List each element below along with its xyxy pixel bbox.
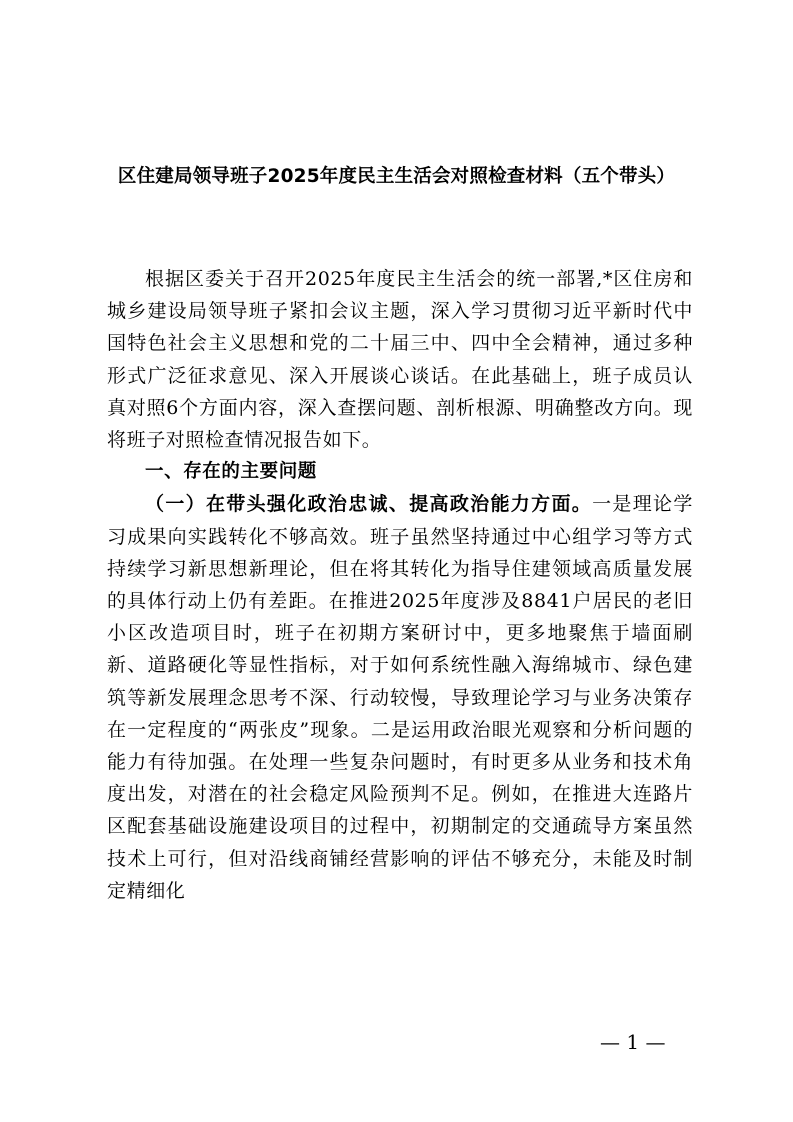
page-number: — 1 — [600,1030,666,1054]
subsection-heading: （一）在带头强化政治忠诚、提高政治能力方面。 [145,493,593,516]
document-body [107,263,693,907]
document-title: 区住建局领导班子2025年度民主生活会对照检查材料（五个带头） [117,166,676,187]
subsection-body: 一是理论学习成果向实践转化不够高效。班子虽然坚持通过中心组学习等方式持续学习新思想新理论，但在将其转化为指导住建领域高质量发展的具体行动上仍有差距。在推进2025年度涉及8841户居民的老旧小区改造项目时，班子在初期方案研讨中，更多地聚焦于墙面刷新、道路硬化等显性指标，对于如何系统性融入海绵城市、绿色建筑等新发展理念思考不深、行动较慢，导致理论学习与业务决策存在一定程度的“两张皮”现象。二是运用政治眼光观察和分析问题的能力有待加强。在处理一些复杂问题时，有时更多从业务和技术角度出发，对潜在的社会稳定风险预判不足。例如，在推进大连路片区配套基础设施建设项目的过程中，初期制定的交通疏导方案虽然技术上可行，但对沿线商铺经营影响的评估不够充分，未能及时制定精细化 [107,493,693,902]
section-heading-problems: 一、存在的主要问题 [145,461,317,483]
intro-paragraph: 根据区委关于召开2025年度民主生活会的统一部署,*区住房和城乡建设局领导班子紧扣会议主题，深入学习贯彻习近平新时代中国特色社会主义思想和党的二十届三中、四中全会精神，通过多种形式广泛征求意见、深入开展谈心谈话。在此基础上，班子成员认真对照6个方面内容，深入查摆问题、剖析根源、明确整改方向。现将班子对照检查情况报告如下。 [107,268,693,452]
subsection-paragraph-political [107,488,693,907]
